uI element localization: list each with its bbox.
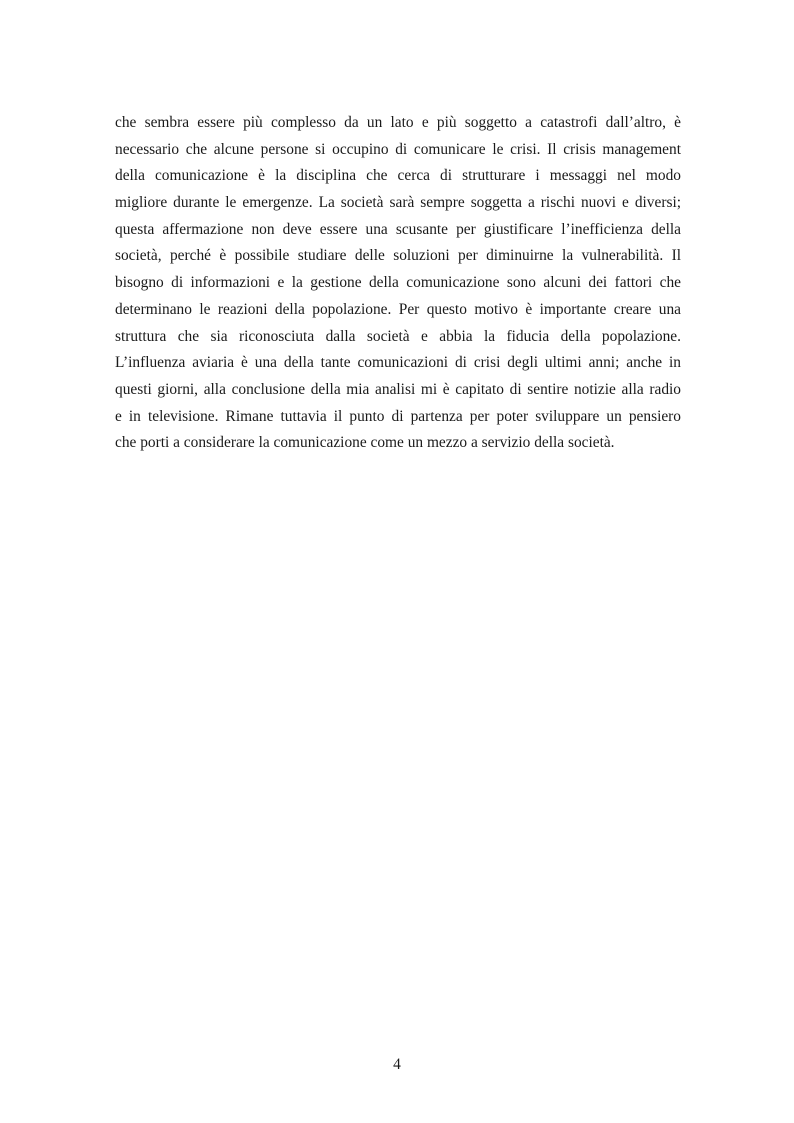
paragraph-line: migliore durante le emergenze. La società sarà sempre soggetta a rischi nuovi e diversi; xyxy=(115,194,681,212)
paragraph-line: che porti a considerare la comunicazione come un mezzo a servizio della società. xyxy=(115,434,615,452)
paragraph-line: questa affermazione non deve essere una scusante per giustificare l’inefficienza della xyxy=(115,220,681,238)
paragraph-line: struttura che sia riconosciuta dalla società e abbia la fiducia della popolazione. xyxy=(115,327,681,345)
paragraph-line: società, perché è possibile studiare delle soluzioni per diminuirne la vulnerabilità. Il xyxy=(115,247,681,265)
paragraph-line: questi giorni, alla conclusione della mia analisi mi è capitato di sentire notizie alla radio xyxy=(115,380,681,398)
page-number: 4 xyxy=(393,1056,401,1073)
paragraph-line: della comunicazione è la disciplina che cerca di strutturare i messaggi nel modo xyxy=(115,167,681,185)
body-paragraph xyxy=(115,110,681,457)
paragraph-line: determinano le reazioni della popolazione. Per questo motivo è importante creare una xyxy=(115,300,681,318)
paragraph-line: che sembra essere più complesso da un lato e più soggetto a catastrofi dall’altro, è xyxy=(115,114,681,131)
paragraph-line: e in televisione. Rimane tuttavia il punto di partenza per poter sviluppare un pensiero xyxy=(115,407,681,425)
paragraph-line: L’influenza aviaria è una della tante comunicazioni di crisi degli ultimi anni; anche in xyxy=(115,354,681,372)
paragraph-line: necessario che alcune persone si occupino di comunicare le crisi. Il crisis management xyxy=(115,140,681,158)
paragraph-line: bisogno di informazioni e la gestione della comunicazione sono alcuni dei fattori che xyxy=(115,274,681,292)
